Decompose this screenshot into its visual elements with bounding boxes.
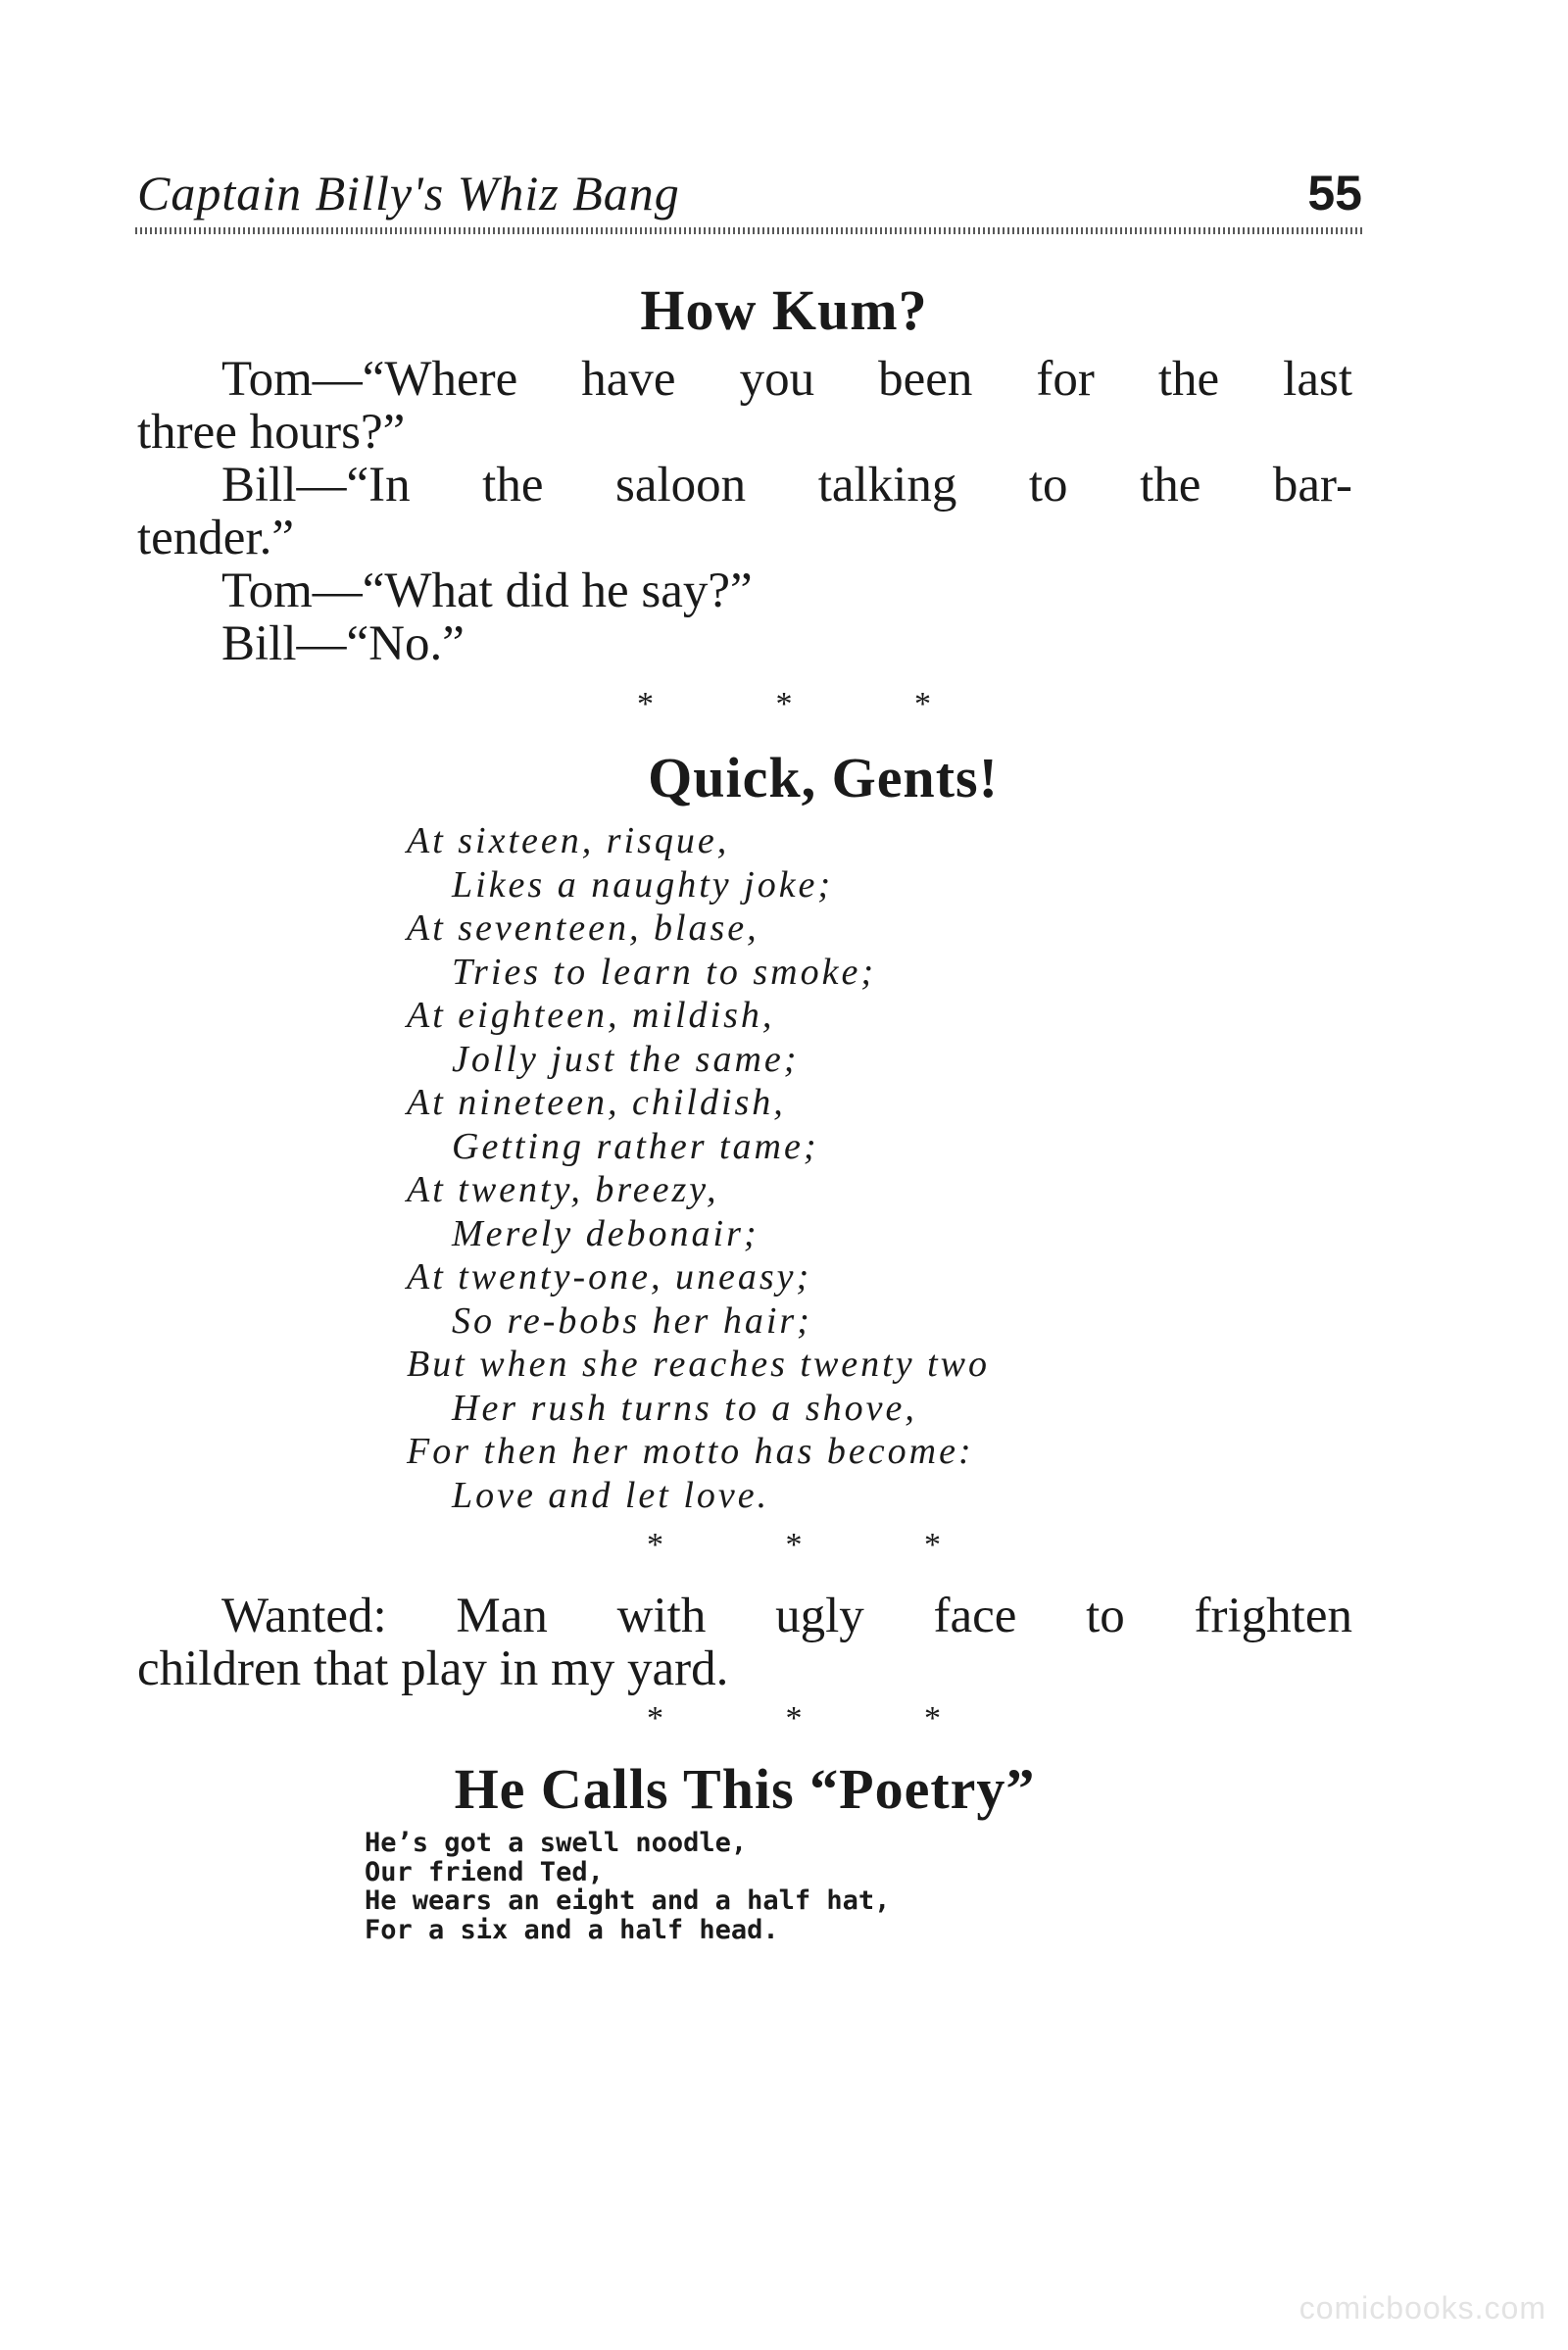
publication-title: Captain Billy's Whiz Bang — [137, 166, 680, 220]
poem-line: At eighteen, mildish, — [407, 995, 775, 1036]
dialog-line: Tom—“Where have you been for the last — [221, 352, 1352, 407]
verse-line: For a six and a half head. — [365, 1914, 779, 1945]
poem-line: At sixteen, risque, — [407, 820, 730, 861]
separator-stars: * * * — [647, 1700, 998, 1737]
dialog-line: Tom—“What did he say?” — [221, 563, 753, 618]
poem-line: At twenty, breezy, — [407, 1169, 719, 1210]
poem-line: Likes a naughty joke; — [452, 863, 834, 906]
dialog-line: three hours?” — [137, 405, 406, 460]
dialog-line: Bill—“In the saloon talking to the bar- — [221, 458, 1352, 513]
poem-line: But when she reaches twenty two — [407, 1344, 990, 1385]
poem-line: At twenty-one, uneasy; — [407, 1256, 812, 1297]
poem-line: For then her motto has become: — [407, 1431, 974, 1472]
poem-line: Jolly just the same; — [452, 1038, 800, 1080]
page-number: 55 — [1307, 166, 1362, 220]
wanted-line: children that play in my yard. — [137, 1641, 729, 1696]
wanted-line: Wanted: Man with ugly face to frighten — [221, 1589, 1352, 1643]
poem-line: At seventeen, blase, — [407, 907, 760, 949]
poem-line: So re-bobs her hair; — [452, 1299, 812, 1342]
poem-line: Tries to learn to smoke; — [452, 951, 876, 993]
separator-stars: * * * — [647, 1527, 998, 1563]
poem-line: Love and let love. — [452, 1474, 770, 1516]
verse-line: He’s got a swell noodle, — [365, 1828, 748, 1858]
poem-quick-gents — [407, 819, 1152, 1517]
poem-line: Her rush turns to a shove, — [452, 1387, 917, 1429]
poem-line: Merely debonair; — [452, 1212, 760, 1254]
running-head — [137, 165, 1362, 221]
section-title-how-kum: How Kum? — [640, 278, 928, 342]
separator-stars: * * * — [637, 686, 988, 722]
poem-line: At nineteen, childish, — [407, 1082, 786, 1123]
dialog-line: tender.” — [137, 511, 294, 565]
section-title-quick-gents: Quick, Gents! — [648, 746, 999, 809]
wanted-ad — [137, 1590, 1352, 1695]
verse-line: He wears an eight and a half hat, — [365, 1885, 891, 1916]
watermark: comicbooks.com — [1298, 2290, 1546, 2326]
dialog-line: Bill—“No.” — [221, 616, 465, 671]
section-title-poetry: He Calls This “Poetry” — [454, 1757, 1036, 1821]
header-rule — [135, 227, 1364, 234]
how-kum-dialog — [137, 353, 1352, 670]
verse-line: Our friend Ted, — [365, 1856, 604, 1887]
poem-ted — [365, 1829, 1109, 1944]
poem-line: Getting rather tame; — [452, 1125, 819, 1167]
